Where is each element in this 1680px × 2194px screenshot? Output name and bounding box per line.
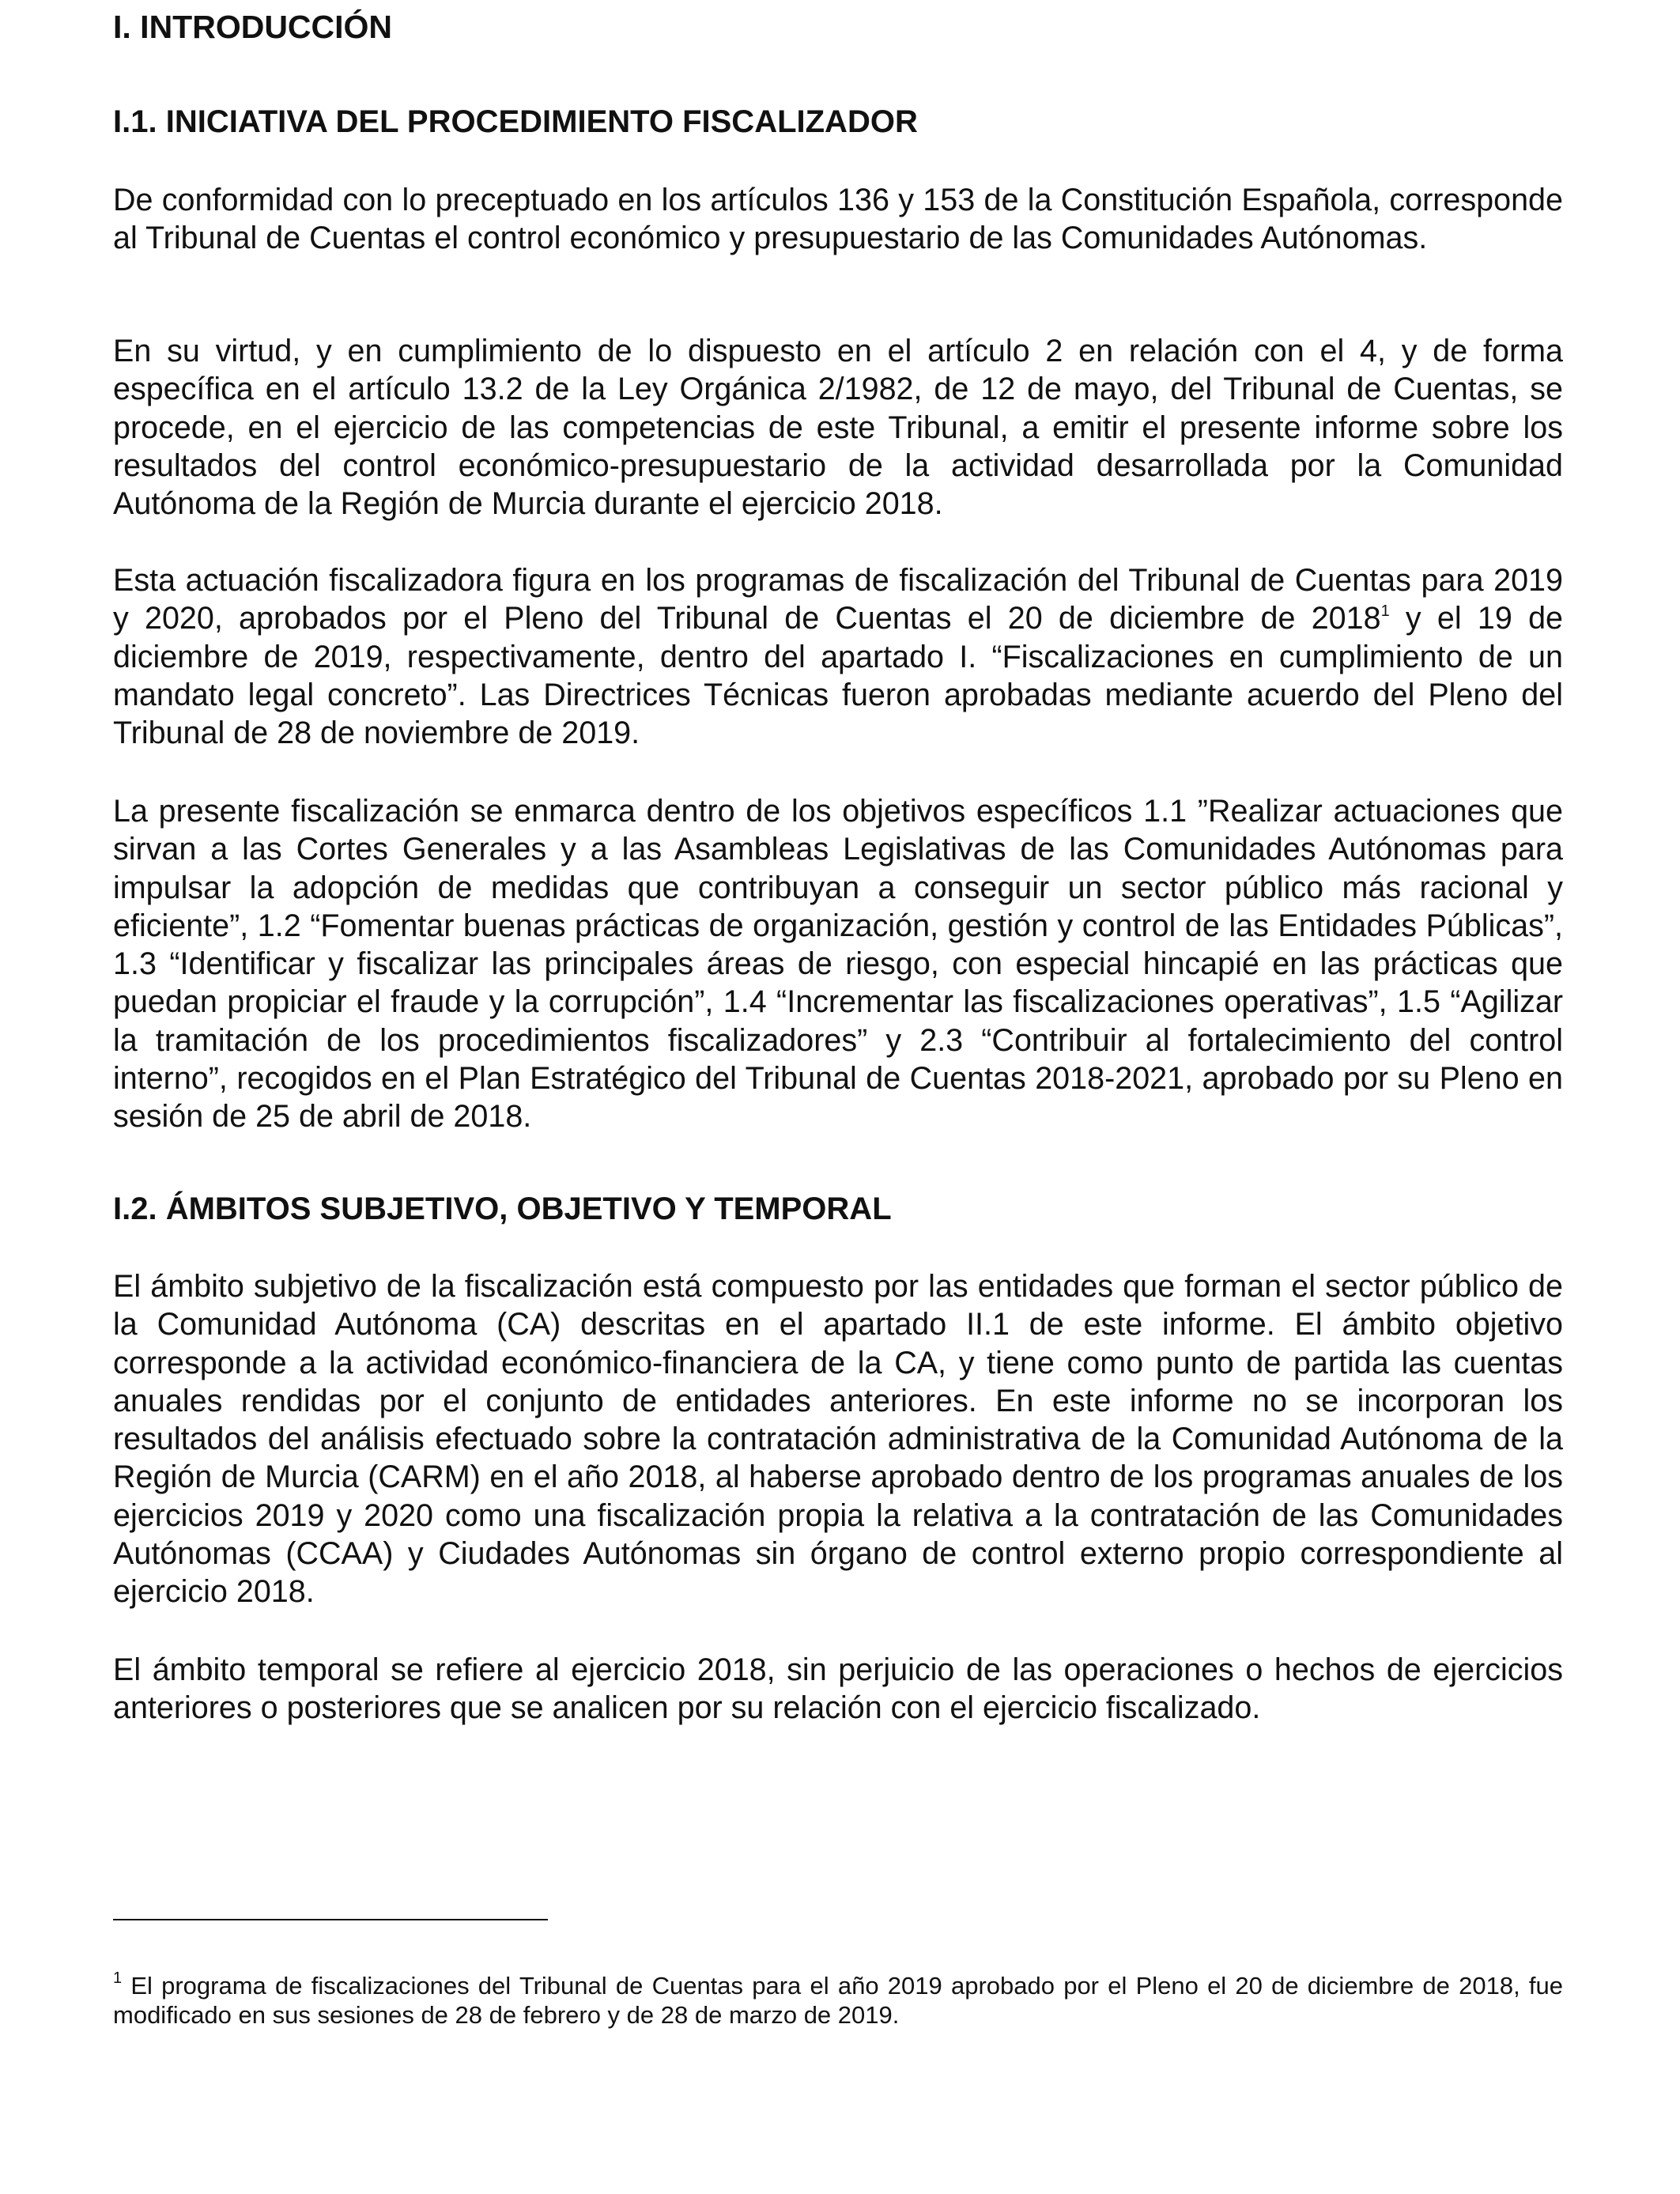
chapter-title: I. INTRODUCCIÓN	[113, 9, 393, 45]
footnote-text: El programa de fiscalizaciones del Tribunal de Cuentas para el año 2019 aprobado por el Pleno el 20 de diciembre de 2018, fue modificado en sus sesiones de 28 de febrero y de 28 de marzo de 2019.	[113, 1972, 1563, 2029]
section-1-paragraph-2: En su virtud, y en cumplimiento de lo dispuesto en el artículo 2 en relación con el 4, y de forma específica en el artículo 13.2 de la Ley Orgánica 2/1982, de 12 de mayo, del Tribunal de Cuentas, se procede, en el ejercicio de las competencias de este Tribunal, a emitir el presente informe sobre los resultados del control económico-presupuestario de la actividad desarrollada por la Comunidad Autónoma de la Región de Murcia durante el ejercicio 2018.	[113, 334, 1563, 522]
section-2-title: I.2. ÁMBITOS SUBJETIVO, OBJETIVO Y TEMPORAL	[113, 1191, 892, 1226]
section-2-paragraph-1: El ámbito subjetivo de la fiscalización está compuesto por las entidades que forman el sector público de la Comunidad Autónoma (CA) descritas en el apartado II.1 de este informe. El ámbito objetivo corresponde a la actividad económico-financiera de la CA, y tiene como punto de partida las cuentas anuales rendidas por el conjunto de entidades anteriores. En este informe no se incorporan los resultados del análisis efectuado sobre la contratación administrativa de la Comunidad Autónoma de la Región de Murcia (CARM) en el año 2018, al haberse aprobado dentro de los programas anuales de los ejercicios 2019 y 2020 como una fiscalización propia la relativa a la contratación de las Comunidades Autónomas (CCAA) y Ciudades Autónomas sin órgano de control externo propio correspondiente al ejercicio 2018.	[113, 1269, 1563, 1610]
section-2-paragraph-2: El ámbito temporal se refiere al ejercicio 2018, sin perjuicio de las operaciones o hechos de ejercicios anteriores o posteriores que se analicen por su relación con el ejercicio fiscalizado.	[113, 1652, 1563, 1726]
footnote-mark: 1	[113, 1969, 123, 1987]
footnote-reference[interactable]: 1	[1380, 602, 1390, 621]
section-1-paragraph-1: De conformidad con lo preceptuado en los artículos 136 y 153 de la Constitución Española, corresponde al Tribunal de Cuentas el control económico y presupuestario de las Comunidades Autónomas.	[113, 183, 1563, 256]
section-1-paragraph-4: La presente fiscalización se enmarca dentro de los objetivos específicos 1.1 ”Realizar actuaciones que sirvan a las Cortes Generales y a las Asambleas Legislativas de las Comunidades Autónomas para impulsar la adopción de medidas que contribuyan a conseguir un sector público más racional y eficiente”, 1.2 “Fomentar buenas prácticas de organización, gestión y control de las Entidades Públicas”, 1.3 “Identificar y fiscalizar las principales áreas de riesgo, con especial hincapié en las prácticas que puedan propiciar el fraude y la corrupción”, 1.4 “Incrementar las fiscalizaciones operativas”, 1.5 “Agilizar la tramitación de los procedimientos fiscalizadores” y 2.3 “Contribuir al fortalecimiento del control interno”, recogidos en el Plan Estratégico del Tribunal de Cuentas 2018-2021, aprobado por su Pleno en sesión de 25 de abril de 2018.	[113, 794, 1563, 1135]
paragraph-3-text-end: y el 19 de diciembre de 2019, respectivamente, dentro del apartado I. “Fiscalizaciones en cumplimiento de un mandato legal concreto”. Las Directrices Técnicas fueron aprobadas mediante acuerdo del Pleno del Tribunal de 28 de noviembre de 2019.	[113, 601, 1563, 751]
section-1-paragraph-3	[113, 561, 1563, 752]
footnote	[113, 1971, 1563, 2030]
footnote-separator	[113, 1919, 548, 1920]
section-1-title: I.1. INICIATIVA DEL PROCEDIMIENTO FISCALIZADOR	[113, 104, 918, 139]
paragraph-3-text-start: Esta actuación fiscalizadora figura en los programas de fiscalización del Tribunal de Cuentas para 2019 y 2020, aprobados por el Pleno del Tribunal de Cuentas el 20 de diciembre de 2018	[113, 563, 1563, 636]
